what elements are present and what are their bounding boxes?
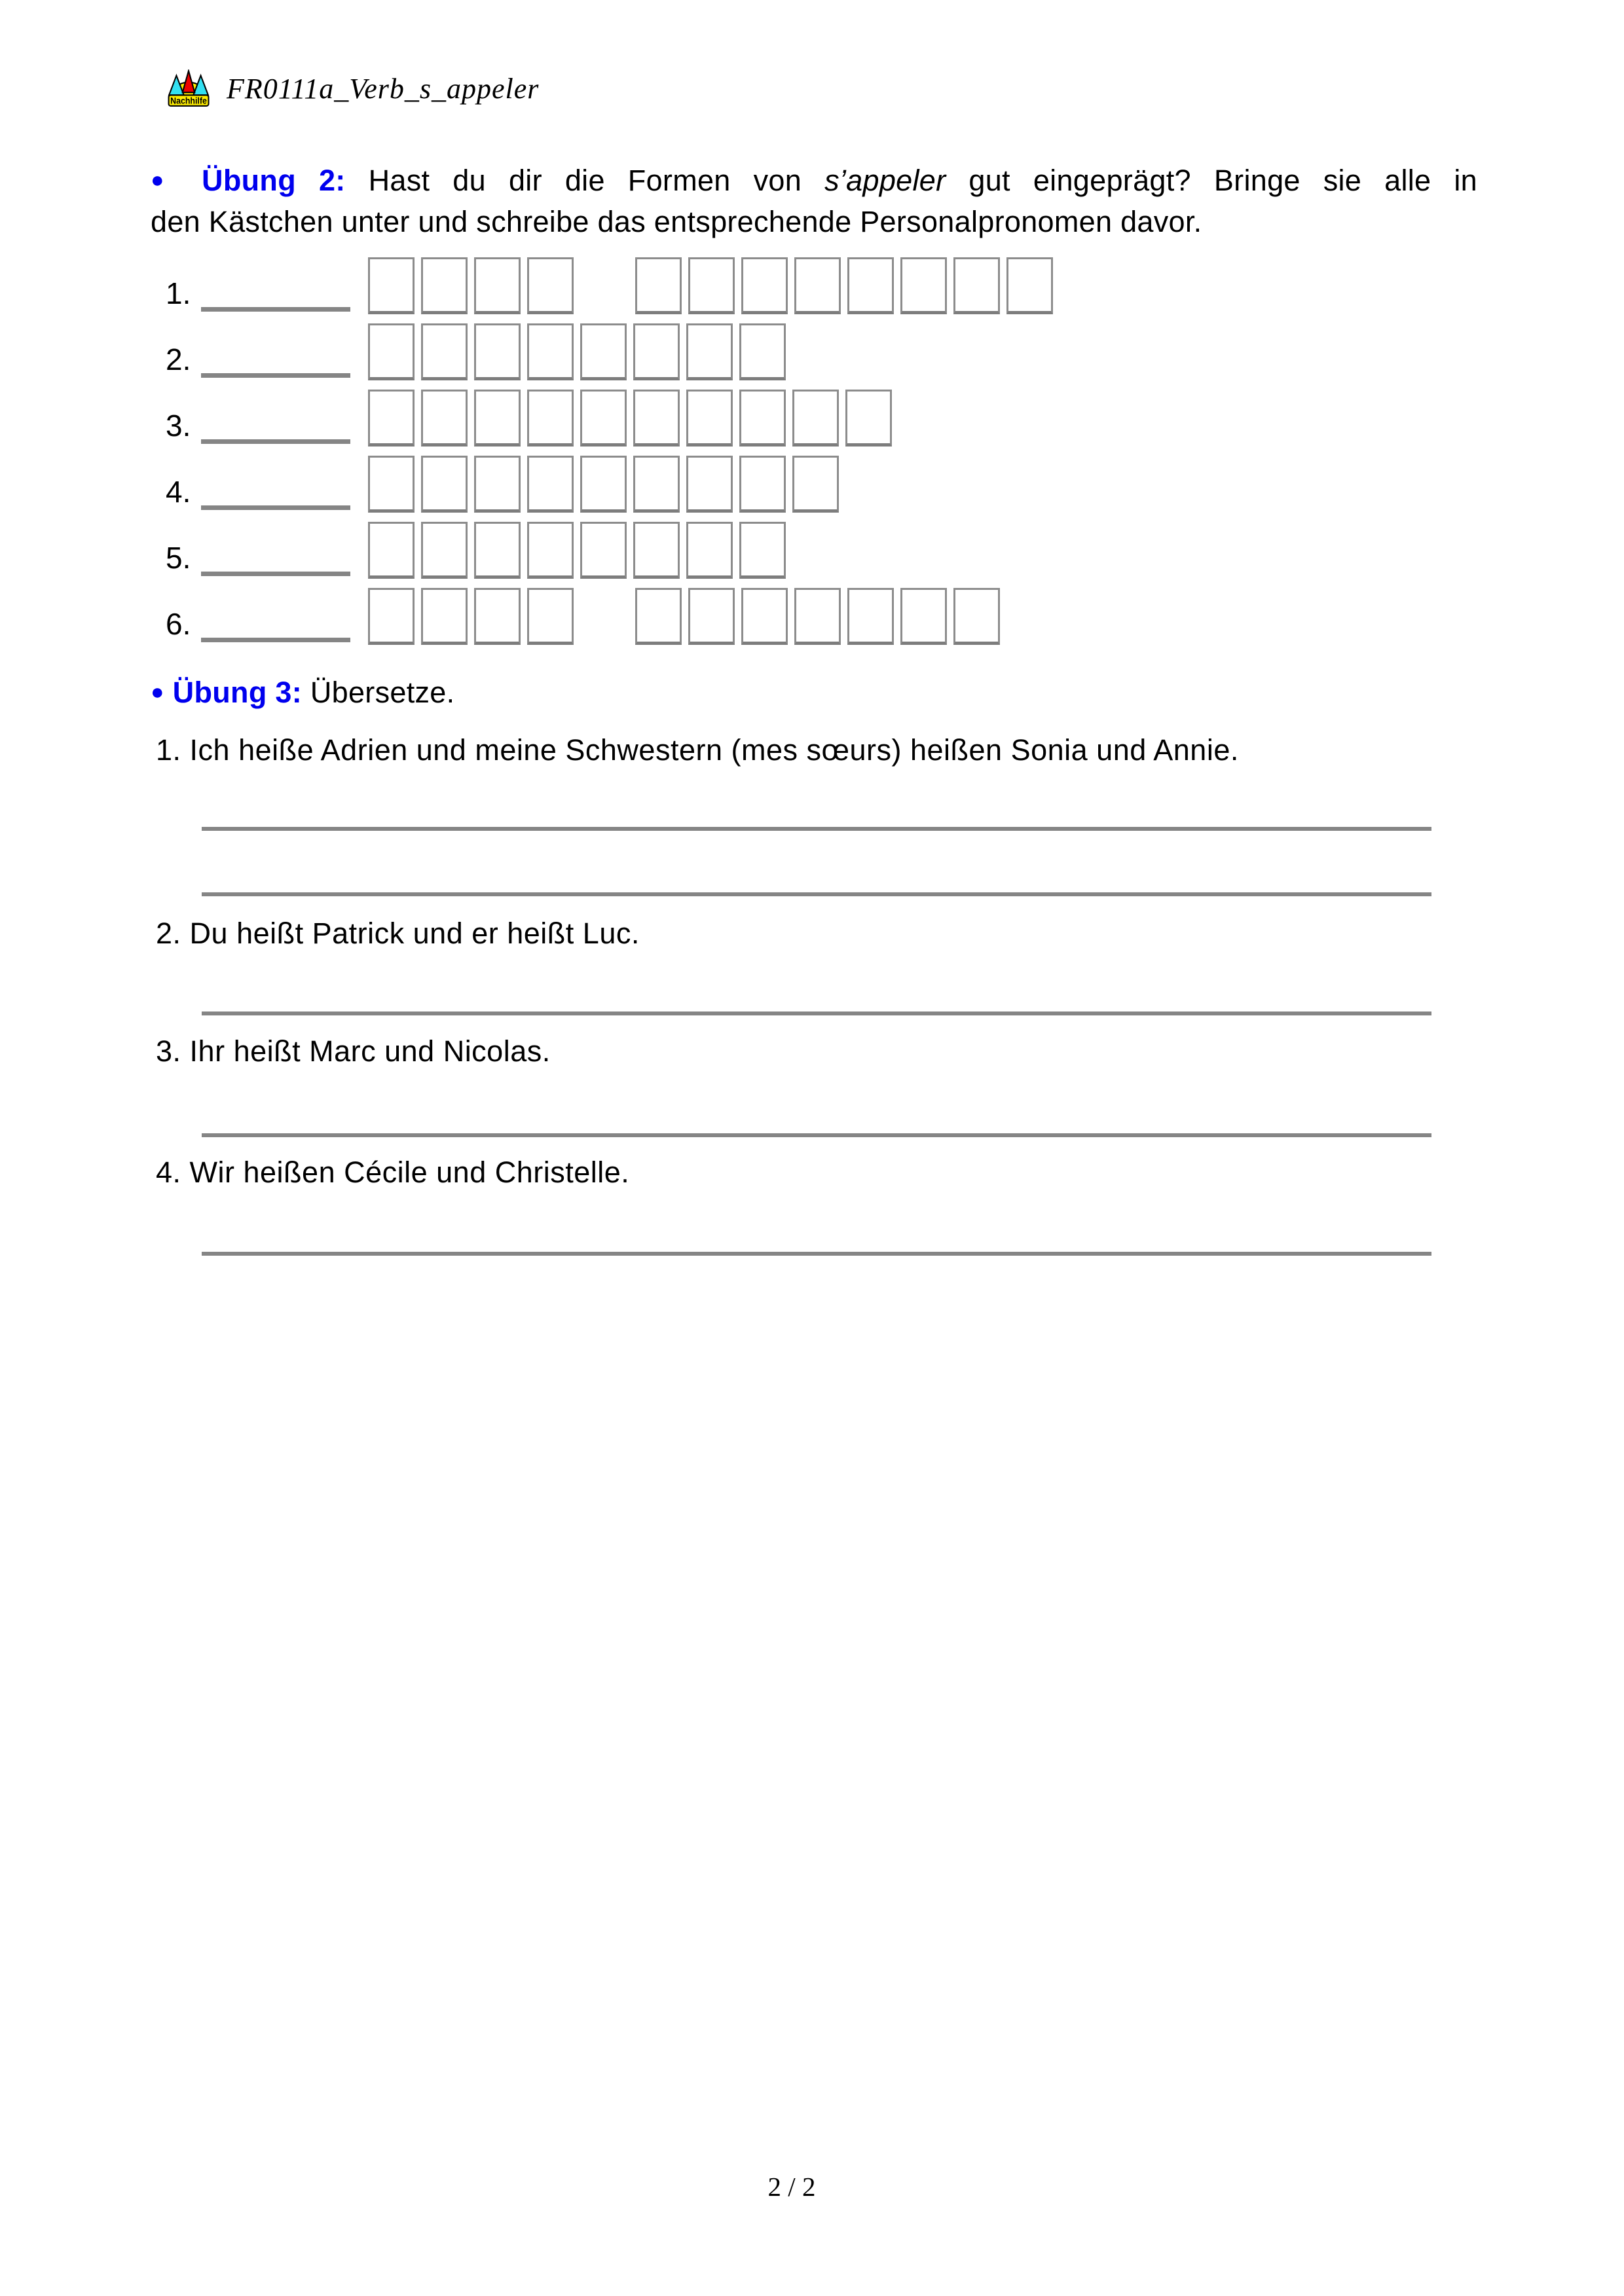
letter-box (739, 390, 786, 446)
letter-box (792, 390, 839, 446)
row-number: 1. (166, 276, 191, 310)
answer-line (202, 1011, 1431, 1015)
letter-box (421, 257, 468, 314)
letter-box (633, 390, 680, 446)
row-number: 2. (166, 342, 191, 376)
letter-box-groups (368, 257, 1053, 314)
letter-box-group (368, 323, 786, 380)
item-number: 4. (156, 1156, 181, 1189)
exercise2-instruction-line1 (151, 160, 1477, 201)
letter-box (847, 257, 894, 314)
letter-box (527, 323, 574, 380)
letter-box (847, 588, 894, 645)
row-number: 6. (166, 607, 191, 641)
bullet-icon: ● (151, 168, 179, 192)
exercise2-instruction-line2: den Kästchen unter und schreibe das entsprechende Personalpronomen davor. (151, 205, 1202, 238)
letter-box-groups (368, 522, 786, 579)
letter-box (527, 257, 574, 314)
letter-box-group (368, 588, 574, 645)
row-number: 3. (166, 409, 191, 443)
letter-box (474, 323, 521, 380)
instruction-text-1: Hast du dir die Formen von (368, 164, 802, 197)
letter-box (739, 456, 786, 513)
exercise2-row (0, 257, 1624, 323)
letter-box (741, 588, 788, 645)
letter-box (580, 323, 627, 380)
letter-box (474, 522, 521, 579)
exercise2-row (0, 323, 1624, 390)
pronoun-blank-line (201, 373, 350, 378)
exercise3-item (156, 733, 1239, 767)
letter-box (474, 588, 521, 645)
item-text: Du heißt Patrick und er heißt Luc. (189, 917, 640, 950)
letter-box (686, 456, 733, 513)
letter-box-group (368, 522, 786, 579)
verb-name: s’appeler (824, 164, 946, 197)
exercise3-instruction-text: Übersetze. (310, 676, 455, 709)
letter-box (421, 390, 468, 446)
answer-line (202, 892, 1431, 896)
letter-box (739, 522, 786, 579)
document-title: FR0111a_Verb_s_appeler (227, 72, 540, 105)
letter-box (527, 588, 574, 645)
letter-box (633, 522, 680, 579)
letter-box-group (368, 257, 574, 314)
letter-box (633, 323, 680, 380)
document-header (168, 69, 539, 107)
letter-box (527, 522, 574, 579)
item-number: 3. (156, 1034, 181, 1068)
letter-box (900, 257, 947, 314)
letter-box (1006, 257, 1053, 314)
exercise2-instruction (151, 160, 1477, 242)
exercise3-item (156, 1156, 629, 1190)
letter-box (900, 588, 947, 645)
letter-box (421, 456, 468, 513)
exercise3-instruction (151, 676, 454, 710)
pronoun-blank-line (201, 638, 350, 642)
letter-box (474, 456, 521, 513)
exercise3-item (156, 917, 640, 951)
letter-box (686, 522, 733, 579)
letter-box-groups (368, 390, 892, 446)
exercise3-item (156, 1034, 551, 1068)
pronoun-blank-line (201, 572, 350, 576)
letter-box-group (368, 456, 839, 513)
item-text: Ihr heißt Marc und Nicolas. (189, 1034, 551, 1068)
letter-box (953, 588, 1000, 645)
letter-box (953, 257, 1000, 314)
letter-box-groups (368, 588, 1000, 645)
letter-box (635, 257, 682, 314)
letter-box (421, 323, 468, 380)
letter-box (686, 390, 733, 446)
item-number: 1. (156, 733, 181, 767)
letter-box-groups (368, 323, 786, 380)
page-number: 2 / 2 (767, 2172, 816, 2202)
letter-box (368, 456, 415, 513)
letter-box-group (635, 257, 1053, 314)
letter-box (794, 588, 841, 645)
letter-box-groups (368, 456, 839, 513)
letter-box (368, 323, 415, 380)
nachhilfe-logo-icon (168, 69, 210, 107)
letter-box-group (635, 588, 1000, 645)
letter-box (635, 588, 682, 645)
letter-box (794, 257, 841, 314)
letter-box (421, 588, 468, 645)
logo-label: Nachhilfe (170, 96, 207, 106)
letter-box (739, 323, 786, 380)
pronoun-blank-line (201, 439, 350, 444)
pronoun-blank-line (201, 505, 350, 510)
exercise2-row (0, 390, 1624, 456)
letter-box (792, 456, 839, 513)
letter-box (421, 522, 468, 579)
pronoun-blank-line (201, 307, 350, 312)
letter-box (368, 588, 415, 645)
item-text: Ich heiße Adrien und meine Schwestern (mes sœurs) heißen Sonia und Annie. (189, 733, 1239, 767)
letter-box (686, 323, 733, 380)
letter-box (741, 257, 788, 314)
letter-box (368, 257, 415, 314)
row-number: 5. (166, 541, 191, 575)
letter-box (580, 522, 627, 579)
answer-line (202, 827, 1431, 831)
instruction-text-2: gut eingeprägt? Bringe sie alle in (969, 164, 1477, 197)
letter-box (845, 390, 892, 446)
item-text: Wir heißen Cécile und Christelle. (189, 1156, 630, 1189)
letter-box (527, 456, 574, 513)
letter-box (688, 588, 735, 645)
item-number: 2. (156, 917, 181, 950)
answer-line (202, 1133, 1431, 1137)
letter-box (580, 456, 627, 513)
letter-box (580, 390, 627, 446)
answer-line (202, 1252, 1431, 1256)
exercise3-label: Übung 3: (172, 676, 303, 709)
letter-box (688, 257, 735, 314)
letter-box (368, 522, 415, 579)
exercise2-row (0, 588, 1624, 654)
bullet-icon: ● (151, 680, 164, 704)
letter-box-group (368, 390, 892, 446)
letter-box (474, 257, 521, 314)
row-number: 4. (166, 475, 191, 509)
letter-box (368, 390, 415, 446)
letter-box (474, 390, 521, 446)
letter-box (633, 456, 680, 513)
exercise2-label: Übung 2: (202, 164, 346, 197)
exercise2-row (0, 522, 1624, 588)
letter-box (527, 390, 574, 446)
exercise2-row (0, 456, 1624, 522)
